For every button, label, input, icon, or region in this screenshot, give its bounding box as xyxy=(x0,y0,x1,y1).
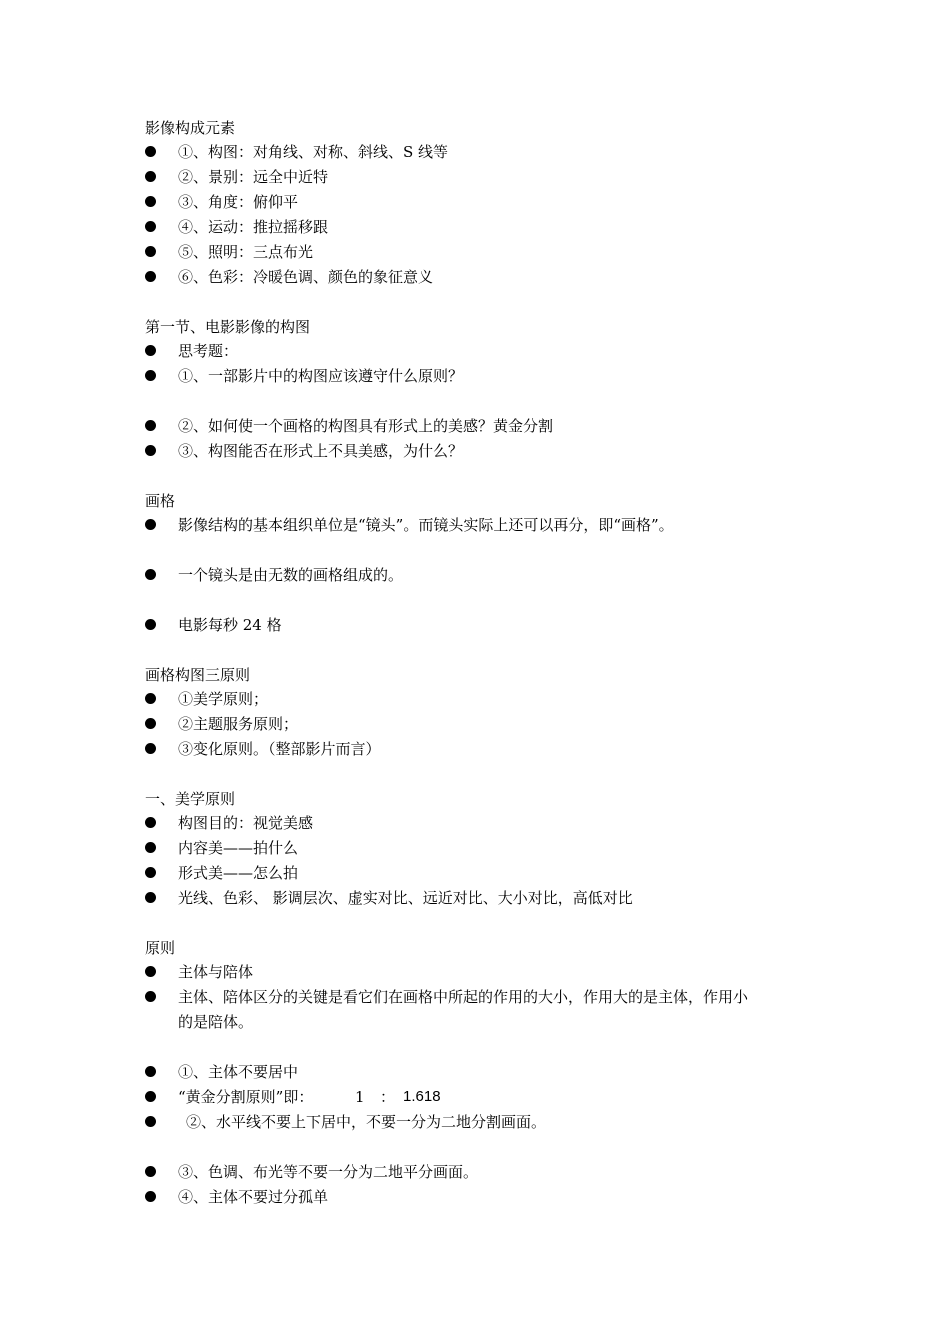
list-item: ①美学原则； xyxy=(178,690,269,708)
bullet-icon xyxy=(145,420,156,431)
bullet-icon xyxy=(145,1091,156,1102)
section-heading: 影像构成元素 xyxy=(145,119,236,137)
list-item: ③、角度：俯仰平 xyxy=(178,193,299,211)
bullet-icon xyxy=(145,345,156,356)
bullet-icon xyxy=(145,1166,156,1177)
bullet-icon xyxy=(145,1191,156,1202)
bullet-icon xyxy=(145,271,156,282)
list-item: 形式美——怎么拍 xyxy=(178,864,299,882)
bullet-icon xyxy=(145,196,156,207)
golden-ratio-label: “黄金分割原则”即： xyxy=(178,1088,314,1106)
list-item: 一个镜头是由无数的画格组成的。 xyxy=(178,566,404,584)
bullet-icon xyxy=(145,991,156,1002)
bullet-icon xyxy=(145,892,156,903)
list-item: 电影每秒 24 格 xyxy=(178,616,282,634)
list-item: 主体与陪体 xyxy=(178,963,254,981)
list-item: ②、如何使一个画格的构图具有形式上的美感？黄金分割 xyxy=(178,417,554,435)
list-item-continuation: 的是陪体。 xyxy=(178,1013,254,1031)
list-item: ②、景别：远全中近特 xyxy=(178,168,329,186)
bullet-icon xyxy=(145,718,156,729)
bullet-icon xyxy=(145,966,156,977)
ratio-colon: ： xyxy=(380,1088,396,1106)
list-item: 主体、陪体区分的关键是看它们在画格中所起的作用的大小，作用大的是主体，作用小 xyxy=(178,988,749,1006)
bullet-icon xyxy=(145,146,156,157)
list-item: ①、主体不要居中 xyxy=(178,1063,299,1081)
bullet-icon xyxy=(145,842,156,853)
ratio-left-value: 1 xyxy=(355,1088,365,1106)
bullet-icon xyxy=(145,619,156,630)
list-item: ②、水平线不要上下居中，不要一分为二地分割画面。 xyxy=(186,1113,547,1131)
section-heading: 一、美学原则 xyxy=(145,790,236,808)
bullet-icon xyxy=(145,519,156,530)
list-item: 内容美——拍什么 xyxy=(178,839,299,857)
list-item: ⑥、色彩：冷暖色调、颜色的象征意义 xyxy=(178,268,434,286)
bullet-icon xyxy=(145,246,156,257)
bullet-icon xyxy=(145,370,156,381)
list-item: 思考题： xyxy=(178,342,239,360)
list-item: ②主题服务原则； xyxy=(178,715,299,733)
list-item: ①、一部影片中的构图应该遵守什么原则？ xyxy=(178,367,464,385)
section-heading: 画格 xyxy=(145,492,176,510)
list-item: ⑤、照明：三点布光 xyxy=(178,243,314,261)
bullet-icon xyxy=(145,569,156,580)
bullet-icon xyxy=(145,867,156,878)
list-item: 构图目的：视觉美感 xyxy=(178,814,314,832)
list-item: ④、运动：推拉摇移跟 xyxy=(178,218,329,236)
section-heading: 画格构图三原则 xyxy=(145,666,251,684)
bullet-icon xyxy=(145,445,156,456)
ratio-right-value: 1.618 xyxy=(403,1088,441,1105)
bullet-icon xyxy=(145,743,156,754)
list-item: ③、色调、布光等不要一分为二地平分画面。 xyxy=(178,1163,479,1181)
section-heading: 原则 xyxy=(145,939,176,957)
bullet-icon xyxy=(145,171,156,182)
bullet-icon xyxy=(145,1066,156,1077)
list-item: ③、构图能否在形式上不具美感，为什么？ xyxy=(178,442,464,460)
list-item: 光线、色彩、 影调层次、虚实对比、远近对比、大小对比，高低对比 xyxy=(178,889,633,907)
list-item: ①、构图：对角线、对称、斜线、S 线等 xyxy=(178,143,449,161)
bullet-icon xyxy=(145,693,156,704)
bullet-icon xyxy=(145,817,156,828)
list-item: 影像结构的基本组织单位是“镜头”。而镜头实际上还可以再分，即“画格”。 xyxy=(178,516,674,534)
list-item: ③变化原则。（整部影片而言） xyxy=(178,740,381,758)
bullet-icon xyxy=(145,1116,156,1127)
section-heading: 第一节、电影影像的构图 xyxy=(145,318,311,336)
bullet-icon xyxy=(145,221,156,232)
list-item: ④、主体不要过分孤单 xyxy=(178,1188,329,1206)
